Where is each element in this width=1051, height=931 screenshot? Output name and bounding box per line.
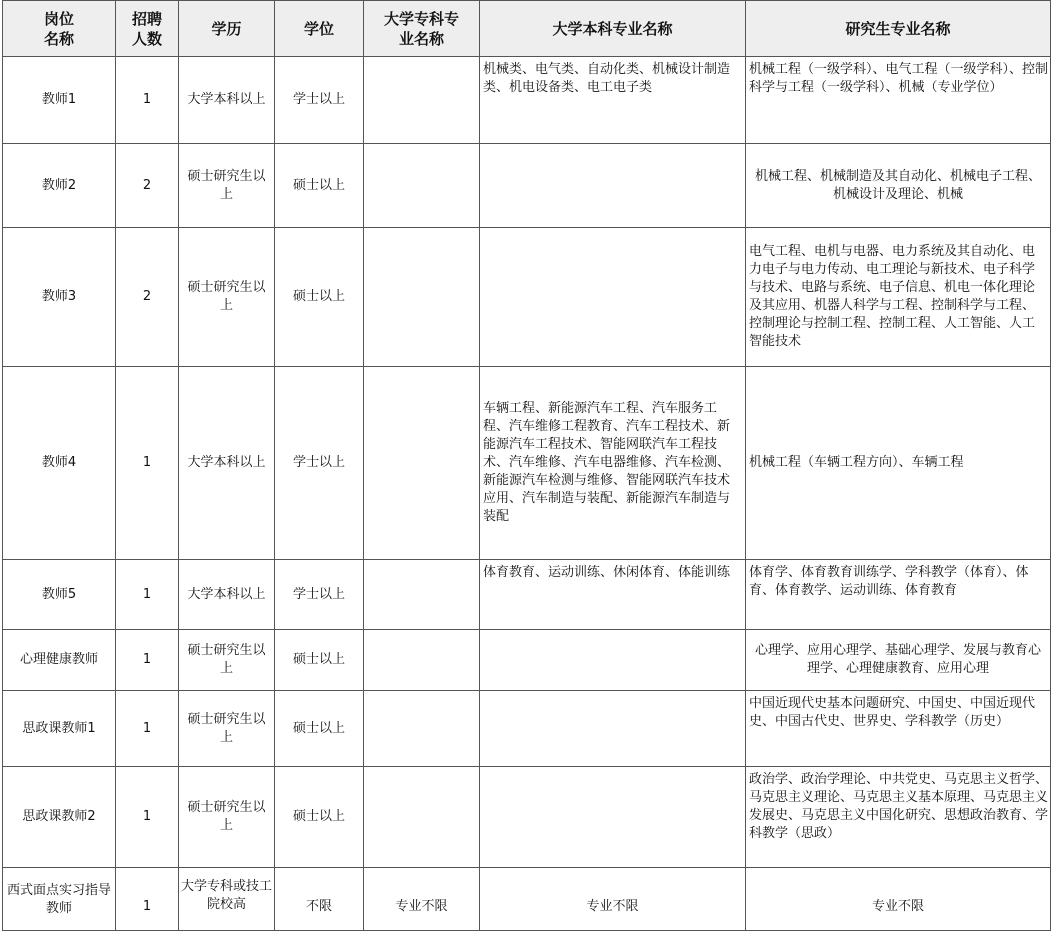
header-count: 招聘 人数	[116, 1, 179, 57]
cell-graduate-major: 机械工程（车辆工程方向）、车辆工程	[746, 367, 1051, 560]
table-row	[3, 630, 1051, 691]
cell-college-major	[364, 630, 480, 691]
cell-degree: 硕士以上	[275, 691, 364, 767]
cell-graduate-major: 心理学、应用心理学、基础心理学、发展与教育心理学、心理健康教育、应用心理	[746, 630, 1051, 691]
table-row	[3, 57, 1051, 144]
cell-college-major	[364, 228, 480, 367]
header-college-major: 大学专科专 业名称	[364, 1, 480, 57]
table-row	[3, 767, 1051, 868]
cell-post-name-text: 西式面点实习指导教师	[6, 883, 111, 916]
cell-education: 大学本科以上	[179, 560, 275, 630]
cell-count: 1	[116, 57, 179, 144]
cell-graduate-major: 专业不限	[746, 868, 1051, 931]
table-row	[3, 144, 1051, 228]
cell-post-name: 教师4	[3, 367, 116, 560]
cell-graduate-major: 机械工程、机械制造及其自动化、机械电子工程、机械设计及理论、机械	[746, 144, 1051, 228]
cell-degree: 学士以上	[275, 560, 364, 630]
cell-degree: 硕士以上	[275, 767, 364, 868]
cell-post-name: 思政课教师1	[3, 691, 116, 767]
table-row	[3, 367, 1051, 560]
cell-degree: 不限	[275, 868, 364, 931]
recruitment-table	[2, 0, 1051, 931]
cell-post-name: 教师2	[3, 144, 116, 228]
table-row	[3, 560, 1051, 630]
cell-education: 硕士研究生以上	[179, 691, 275, 767]
cell-education: 大学本科以上	[179, 367, 275, 560]
cell-count: 2	[116, 144, 179, 228]
cell-graduate-major: 机械工程（一级学科）、电气工程（一级学科）、控制科学与工程（一级学科）、机械（专业学位）	[746, 57, 1051, 144]
header-degree: 学位	[275, 1, 364, 57]
cell-degree: 硕士以上	[275, 144, 364, 228]
table-row	[3, 228, 1051, 367]
cell-undergrad-major: 车辆工程、新能源汽车工程、汽车服务工程、汽车维修工程教育、汽车工程技术、新能源汽车工程技术、智能网联汽车工程技术、汽车维修、汽车电器维修、汽车检测、新能源汽车检测与维修、智能网联汽车技术应用、汽车制造与装配、新能源汽车制造与装配	[480, 367, 746, 560]
cell-count: 2	[116, 228, 179, 367]
cell-undergrad-major	[480, 691, 746, 767]
header-post-name: 岗位 名称	[3, 1, 116, 57]
cell-college-major	[364, 767, 480, 868]
header-education: 学历	[179, 1, 275, 57]
cell-post-name: 心理健康教师	[3, 630, 116, 691]
cell-college-major: 专业不限	[364, 868, 480, 931]
cell-education: 大学本科以上	[179, 57, 275, 144]
cell-degree: 学士以上	[275, 367, 364, 560]
cell-degree: 硕士以上	[275, 630, 364, 691]
cell-college-major	[364, 144, 480, 228]
cell-undergrad-major: 机械类、电气类、自动化类、机械设计制造类、机电设备类、电工电子类	[480, 57, 746, 144]
cell-post-name: 教师1	[3, 57, 116, 144]
cell-college-major	[364, 560, 480, 630]
cell-count: 1	[116, 560, 179, 630]
cell-count: 1	[116, 868, 179, 931]
cell-undergrad-major: 专业不限	[480, 868, 746, 931]
header-undergrad-major: 大学本科专业名称	[480, 1, 746, 57]
cell-undergrad-major	[480, 144, 746, 228]
cell-post-name	[3, 868, 116, 931]
cell-count: 1	[116, 691, 179, 767]
cell-count: 1	[116, 767, 179, 868]
header-row	[3, 1, 1051, 57]
cell-graduate-major: 体育学、体育教育训练学、学科教学（体育）、体育、体育教学、运动训练、体育教育	[746, 560, 1051, 630]
cell-post-name: 思政课教师2	[3, 767, 116, 868]
cell-undergrad-major: 体育教育、运动训练、休闲体育、体能训练	[480, 560, 746, 630]
cell-college-major	[364, 57, 480, 144]
cell-degree: 学士以上	[275, 57, 364, 144]
cell-graduate-major: 政治学、政治学理论、中共党史、马克思主义哲学、马克思主义理论、马克思主义基本原理、马克思主义发展史、马克思主义中国化研究、思想政治教育、学科教学（思政）	[746, 767, 1051, 868]
cell-post-name: 教师3	[3, 228, 116, 367]
cell-college-major	[364, 367, 480, 560]
cell-count: 1	[116, 630, 179, 691]
cell-education	[179, 868, 275, 931]
cell-post-name: 教师5	[3, 560, 116, 630]
cell-education: 硕士研究生以上	[179, 144, 275, 228]
cell-undergrad-major	[480, 630, 746, 691]
cell-education-text: 大学专科或技工院校高	[180, 879, 272, 912]
cell-degree: 硕士以上	[275, 228, 364, 367]
cell-education: 硕士研究生以上	[179, 228, 275, 367]
cell-graduate-major: 中国近现代史基本问题研究、中国史、中国近现代史、中国古代史、世界史、学科教学（历史）	[746, 691, 1051, 767]
cell-undergrad-major	[480, 767, 746, 868]
header-graduate-major: 研究生专业名称	[746, 1, 1051, 57]
cell-education: 硕士研究生以上	[179, 630, 275, 691]
cell-graduate-major: 电气工程、电机与电器、电力系统及其自动化、电力电子与电力传动、电工理论与新技术、电子科学与技术、电路与系统、电子信息、机电一体化理论及其应用、机器人科学与工程、控制科学与工程、控制理论与控制工程、控制工程、人工智能、人工智能技术	[746, 228, 1051, 367]
cell-college-major	[364, 691, 480, 767]
cell-undergrad-major	[480, 228, 746, 367]
cell-count: 1	[116, 367, 179, 560]
table-row	[3, 691, 1051, 767]
cell-education: 硕士研究生以上	[179, 767, 275, 868]
table-row	[3, 868, 1051, 931]
